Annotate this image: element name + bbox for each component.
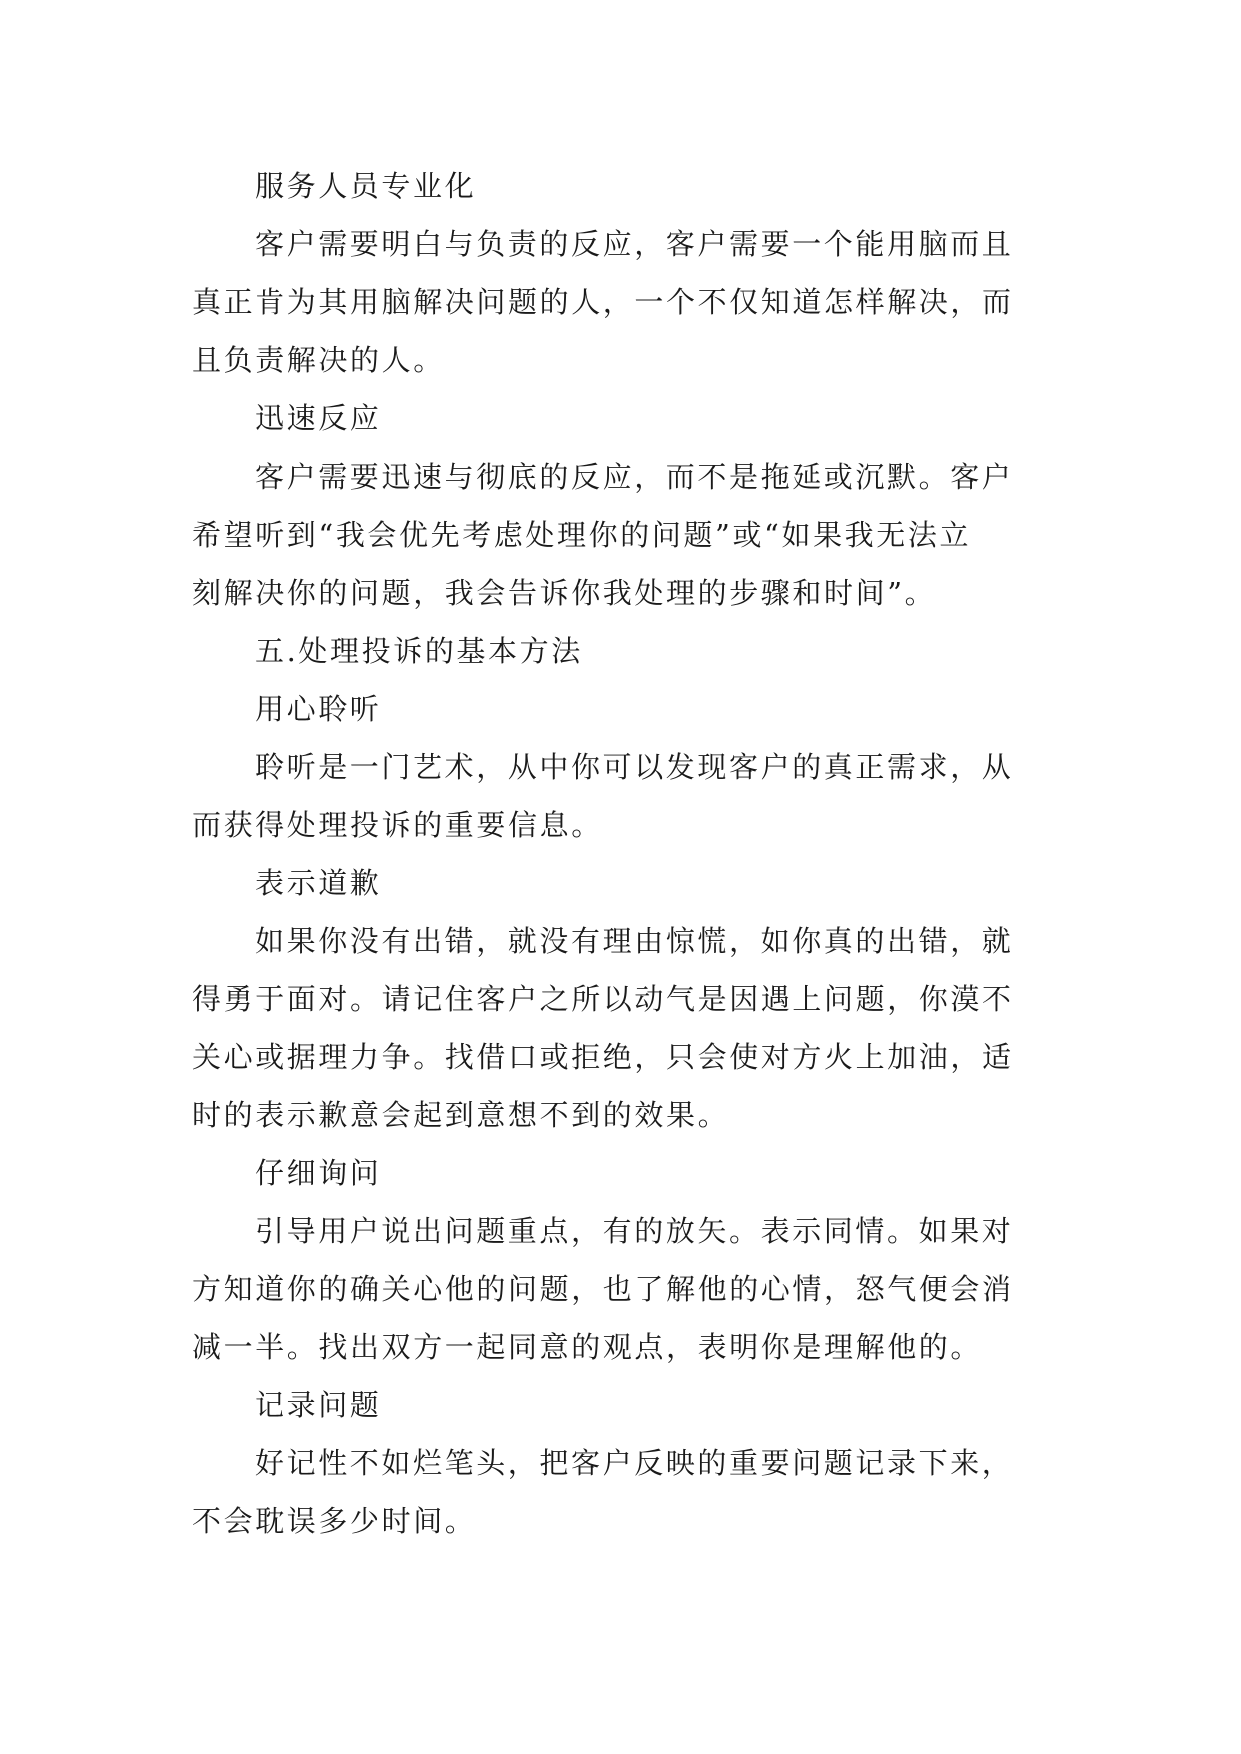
paragraph-line: 真正肯为其用脑解决问题的人，一个不仅知道怎样解决，而	[192, 285, 1014, 319]
paragraph-line: 时的表示歉意会起到意想不到的效果。	[192, 1098, 730, 1132]
heading-attentive-listening: 用心聆听	[255, 692, 382, 726]
paragraph-line: 不会耽误多少时间。	[192, 1504, 477, 1538]
section-heading-complaint-methods: 五.处理投诉的基本方法	[255, 634, 583, 668]
paragraph-line: 而获得处理投诉的重要信息。	[192, 808, 603, 842]
paragraph-line: 引导用户说出问题重点，有的放矢。表示同情。如果对	[255, 1214, 1014, 1248]
heading-record-issues: 记录问题	[255, 1388, 382, 1422]
heading-professional-staff: 服务人员专业化	[255, 169, 477, 203]
paragraph-line: 且负责解决的人。	[192, 343, 445, 377]
paragraph-line: 聆听是一门艺术，从中你可以发现客户的真正需求，从	[255, 750, 1014, 784]
heading-careful-inquiry: 仔细询问	[255, 1156, 382, 1190]
paragraph-line: 刻解决你的问题，我会告诉你我处理的步骤和时间”。	[192, 576, 937, 610]
paragraph-line: 希望听到“我会优先考虑处理你的问题”或“如果我无法立	[192, 518, 972, 552]
heading-quick-response: 迅速反应	[255, 401, 382, 435]
paragraph-line: 得勇于面对。请记住客户之所以动气是因遇上问题，你漠不	[192, 982, 1014, 1016]
paragraph-line: 关心或据理力争。找借口或拒绝，只会使对方火上加油，适	[192, 1040, 1014, 1074]
paragraph-line: 减一半。找出双方一起同意的观点，表明你是理解他的。	[192, 1330, 983, 1364]
paragraph-line: 好记性不如烂笔头，把客户反映的重要问题记录下来，	[255, 1446, 1014, 1480]
paragraph-line: 方知道你的确关心他的问题，也了解他的心情，怒气便会消	[192, 1272, 1014, 1306]
heading-apologize: 表示道歉	[255, 866, 382, 900]
paragraph-line: 客户需要明白与负责的反应，客户需要一个能用脑而且	[255, 227, 1014, 261]
paragraph-line: 客户需要迅速与彻底的反应，而不是拖延或沉默。客户	[255, 460, 1014, 494]
paragraph-line: 如果你没有出错，就没有理由惊慌，如你真的出错，就	[255, 924, 1014, 958]
